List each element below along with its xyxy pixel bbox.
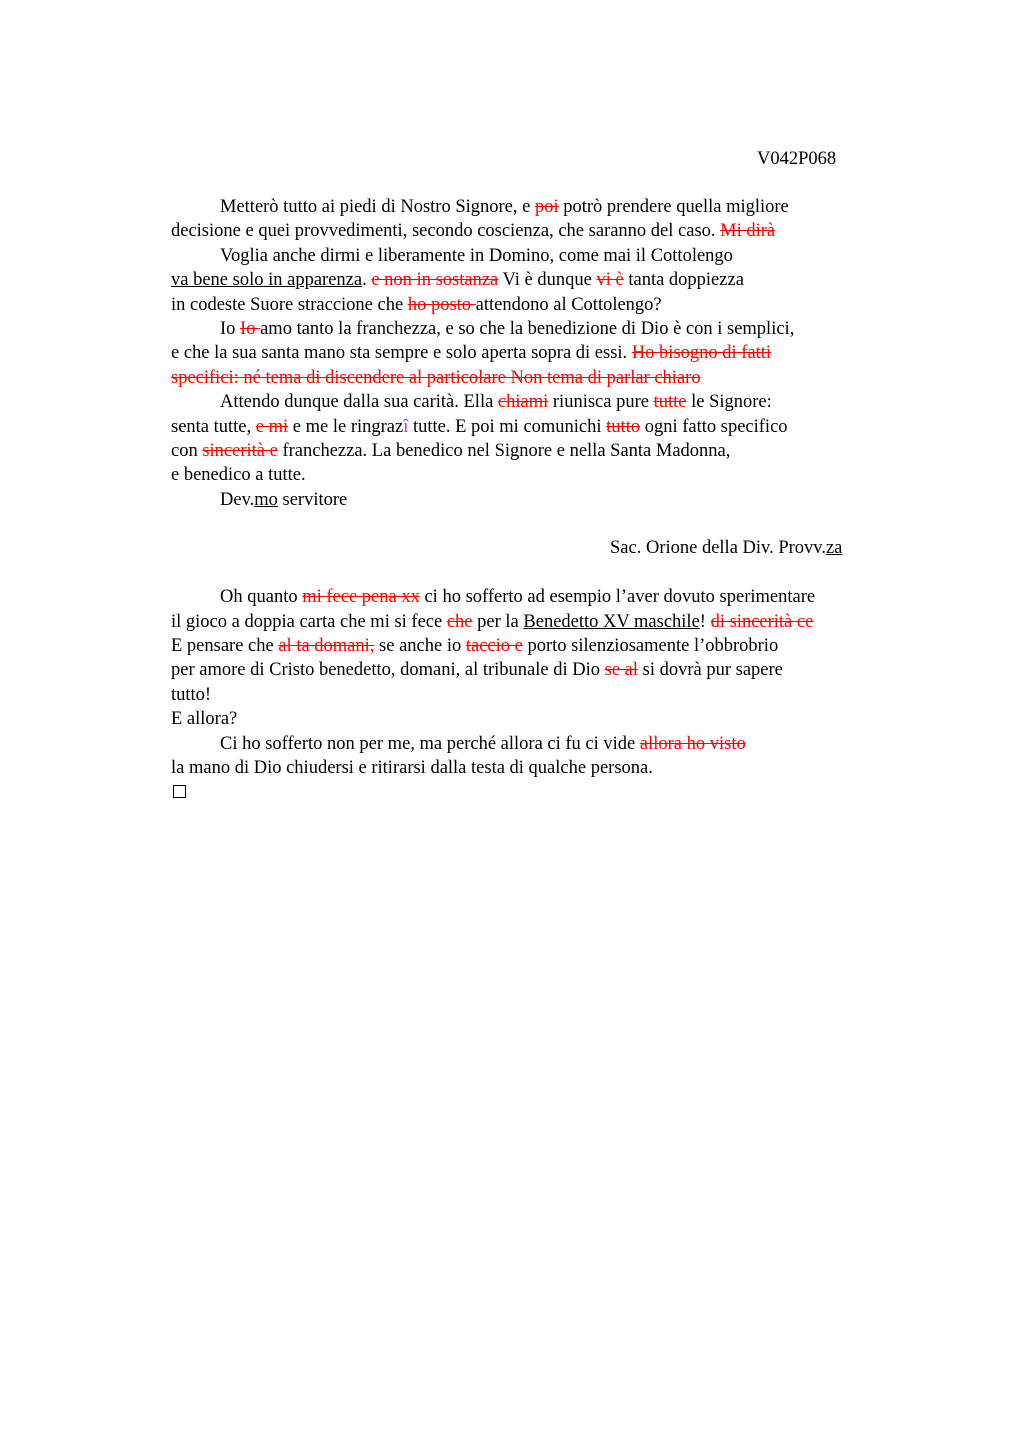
text-segment: Metterò tutto ai piedi di Nostro Signore, e bbox=[220, 197, 535, 217]
text-segment: senta tutte, bbox=[171, 416, 256, 437]
text-segment: si dovrà pur sapere bbox=[638, 660, 783, 681]
underlined-text: va bene solo in apparenza bbox=[171, 270, 363, 291]
text-segment: tanta doppiezza bbox=[623, 270, 744, 291]
text-segment: Dev. bbox=[220, 489, 255, 510]
text-segment: riunisca pure bbox=[548, 392, 654, 413]
text-segment: Oh quanto bbox=[220, 587, 303, 608]
text-line bbox=[171, 732, 911, 756]
corrected-character: î bbox=[403, 416, 409, 437]
text-segment: franchezza. La benedico nel Signore e nella Santa Madonna, bbox=[277, 440, 731, 461]
text-line bbox=[171, 317, 911, 341]
text-segment: E allora? bbox=[171, 709, 238, 730]
text-segment: . bbox=[362, 270, 372, 291]
text-line bbox=[171, 415, 911, 439]
text-segment: la mano di Dio chiudersi e ritirarsi dalla testa di qualche persona. bbox=[171, 757, 653, 778]
text-segment: per amore di Cristo benedetto, domani, al tribunale di Dio bbox=[171, 660, 605, 681]
text-segment: il gioco a doppia carta che mi si fece bbox=[171, 611, 447, 632]
text-segment: Ci ho sofferto non per me, ma perché allora ci fu ci vide bbox=[220, 733, 640, 754]
text-segment: in codeste Suore straccione che bbox=[171, 294, 408, 315]
text-line bbox=[171, 195, 911, 219]
text-segment: servitore bbox=[277, 489, 348, 510]
deleted-text: tutte bbox=[653, 392, 687, 413]
deleted-text: Mi dirà bbox=[720, 221, 776, 242]
text-segment: amo tanto la franchezza, e so che la benedizione di Dio è con i semplici, bbox=[260, 318, 795, 339]
end-mark-line bbox=[171, 780, 911, 804]
text-line bbox=[171, 390, 911, 414]
text-segment: per la bbox=[472, 611, 524, 632]
text-line bbox=[171, 634, 911, 658]
deleted-text: chiami bbox=[497, 392, 549, 413]
text-line bbox=[171, 683, 911, 707]
deleted-text: Io bbox=[240, 318, 261, 339]
deleted-text: poi bbox=[534, 197, 559, 217]
text-line bbox=[171, 463, 911, 487]
underlined-text: Benedetto XV maschile bbox=[523, 611, 700, 632]
letter-body bbox=[171, 195, 911, 805]
text-line bbox=[171, 439, 911, 463]
blank-line bbox=[171, 561, 911, 585]
deleted-text: ho posto bbox=[407, 294, 476, 315]
deleted-text: che bbox=[446, 611, 473, 632]
text-segment: Vi è dunque bbox=[498, 270, 597, 291]
text-line bbox=[171, 219, 911, 243]
text-line bbox=[171, 707, 911, 731]
text-line bbox=[171, 488, 911, 512]
underlined-text: za bbox=[825, 538, 843, 559]
text-line bbox=[171, 756, 911, 780]
text-segment: e me le ringraz bbox=[288, 416, 404, 437]
text-segment: tutto! bbox=[171, 684, 212, 705]
deleted-text: se al bbox=[604, 660, 639, 681]
text-segment: porto silenziosamente l’obbrobrio bbox=[522, 636, 779, 657]
text-segment: Sac. Orione della Div. Provv. bbox=[610, 538, 826, 559]
deleted-text: allora ho visto bbox=[639, 733, 746, 754]
deleted-text: taccio e bbox=[465, 636, 523, 657]
text-line bbox=[171, 585, 911, 609]
blank-line bbox=[171, 512, 911, 536]
text-line bbox=[171, 366, 911, 390]
deleted-text: vi è bbox=[596, 270, 624, 291]
text-segment: con bbox=[171, 440, 203, 461]
text-line bbox=[171, 610, 911, 634]
deleted-text: e non in sostanza bbox=[371, 270, 499, 291]
text-segment: e che la sua santa mano sta sempre e solo aperta sopra di essi. bbox=[171, 343, 632, 364]
text-segment: se anche io bbox=[374, 636, 466, 657]
underlined-text: mo bbox=[254, 489, 278, 510]
text-segment: Voglia anche dirmi e liberamente in Domino, come mai il Cottolengo bbox=[220, 245, 733, 266]
text-line bbox=[171, 341, 911, 365]
text-segment: Io bbox=[220, 318, 241, 339]
text-segment: tutte. E poi mi comunichi bbox=[408, 416, 607, 437]
text-segment: attendono al Cottolengo? bbox=[475, 294, 662, 315]
deleted-text: specifici: né tema di discendere al particolare Non tema di parlar chiaro bbox=[171, 367, 701, 388]
text-segment: decisione e quei provvedimenti, secondo coscienza, che saranno del caso. bbox=[171, 221, 721, 242]
text-segment: e benedico a tutte. bbox=[171, 465, 306, 486]
page-identifier: V042P068 bbox=[757, 149, 837, 169]
deleted-text: al ta domani, bbox=[278, 636, 375, 657]
signature-line bbox=[171, 536, 911, 560]
text-segment: le Signore: bbox=[686, 392, 772, 413]
text-segment: ci ho sofferto ad esempio l’aver dovuto sperimentare bbox=[419, 587, 816, 608]
text-segment: E pensare che bbox=[171, 636, 279, 657]
deleted-text: tutto bbox=[606, 416, 641, 437]
deleted-text: mi fece pena xx bbox=[302, 587, 420, 608]
text-segment: ogni fatto specifico bbox=[640, 416, 788, 437]
text-segment: Attendo dunque dalla sua carità. Ella bbox=[220, 392, 498, 413]
text-line bbox=[171, 658, 911, 682]
end-square-icon bbox=[173, 785, 186, 798]
deleted-text: Ho bisogno di fatti bbox=[631, 343, 772, 364]
deleted-text: sincerità e bbox=[202, 440, 278, 461]
text-line bbox=[171, 244, 911, 268]
text-line bbox=[171, 268, 911, 292]
deleted-text: di sincerità ce bbox=[710, 611, 814, 632]
deleted-text: e mi bbox=[255, 416, 289, 437]
text-line bbox=[171, 293, 911, 317]
text-segment: ! bbox=[699, 611, 711, 632]
text-segment: potrò prendere quella migliore bbox=[558, 197, 789, 217]
